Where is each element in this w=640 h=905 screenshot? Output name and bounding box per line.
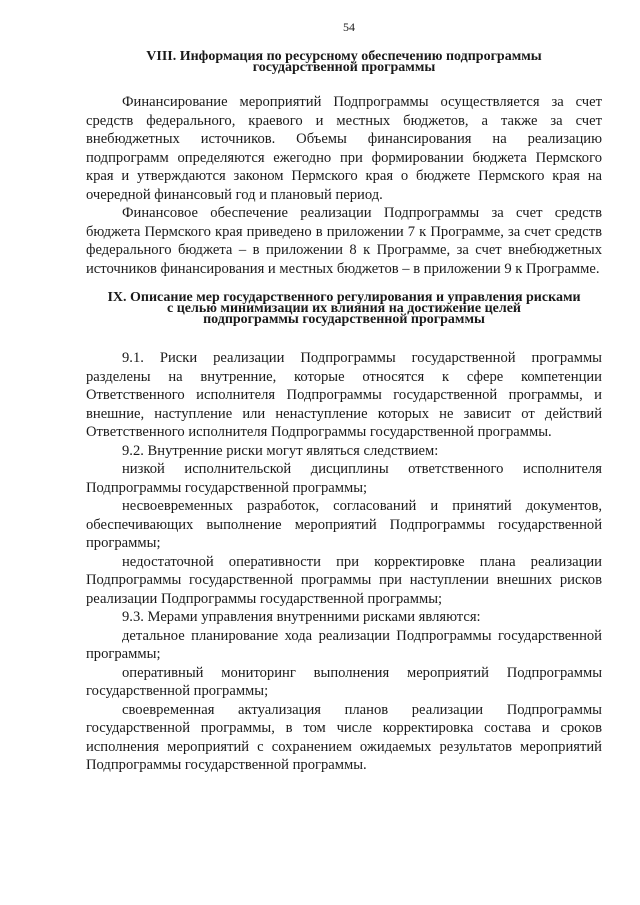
section-9-heading [86,292,602,325]
heading-line: IX. Описание мер государственного регулирования и управления рисками [107,290,581,305]
paragraph: оперативный мониторинг выполнения мероприятий Подпрограммы государственной программы; [86,664,602,699]
heading-line: подпрограммы государственной программы [203,312,485,327]
paragraph: несвоевременных разработок, согласований и принятий документов, обеспечивающих выполнение мероприятий Подпрограммы государственной программы; [86,498,602,551]
paragraph: недостаточной оперативности при корректировке плана реализации Подпрограммы государственной программы при наступлении внешних рисков реализации Подпрограммы государственной программы; [86,553,602,607]
paragraph: Финансовое обеспечение реализации Подпрограммы за счет средств бюджета Пермского края приведено в приложении 7 к Программе, за счет средств федерального бюджета – в приложении 8 к Программе, за счет внебюджетных источников финансирования и местных бюджетов – в приложении 9 к Программе. [86,205,602,277]
paragraph: детальное планирование хода реализации Подпрограммы государственной программы; [86,627,602,662]
paragraph: своевременная актуализация планов реализации Подпрограммы государственной программы, в том числе корректировка состава и сроков исполнения мероприятий с сохранением ожидаемых результатов мероприятий Подпрограммы государственной программы. [86,701,602,773]
section-8-heading [86,51,602,73]
paragraph: Финансирование мероприятий Подпрограммы осуществляется за счет средств федерального, краевого и местных бюджетов, а также за счет внебюджетных источников. Объемы финансирования на реализацию подпрограмм определяются ежегодно при формировании бюджета Пермского края и утверждаются законом Пермского края о бюджете Пермского края на очередной финансовый год и плановый период. [86,94,602,203]
paragraph: 9.1. Риски реализации Подпрограммы государственной программы разделены на внутренние, которые относятся к сфере компетенции Ответственного исполнителя Подпрограммы государственной программы, и внешние, наступление или ненаступление которых не зависит от действий Ответственного исполнителя Подпрограммы государственной программы. [86,350,602,440]
heading-line: государственной программы [252,60,436,75]
heading-line: с целью минимизации их влияния на достижение целей [166,301,521,316]
paragraph: 9.2. Внутренние риски могут являться следствием: [122,442,439,459]
paragraph: низкой исполнительской дисциплины ответственного исполнителя Подпрограммы государственной программы; [86,461,602,496]
heading-line: VIII. Информация по ресурсному обеспечению подпрограммы [146,49,542,64]
page-number: 54 [343,20,355,34]
paragraph: 9.3. Мерами управления внутренними рисками являются: [122,609,481,625]
